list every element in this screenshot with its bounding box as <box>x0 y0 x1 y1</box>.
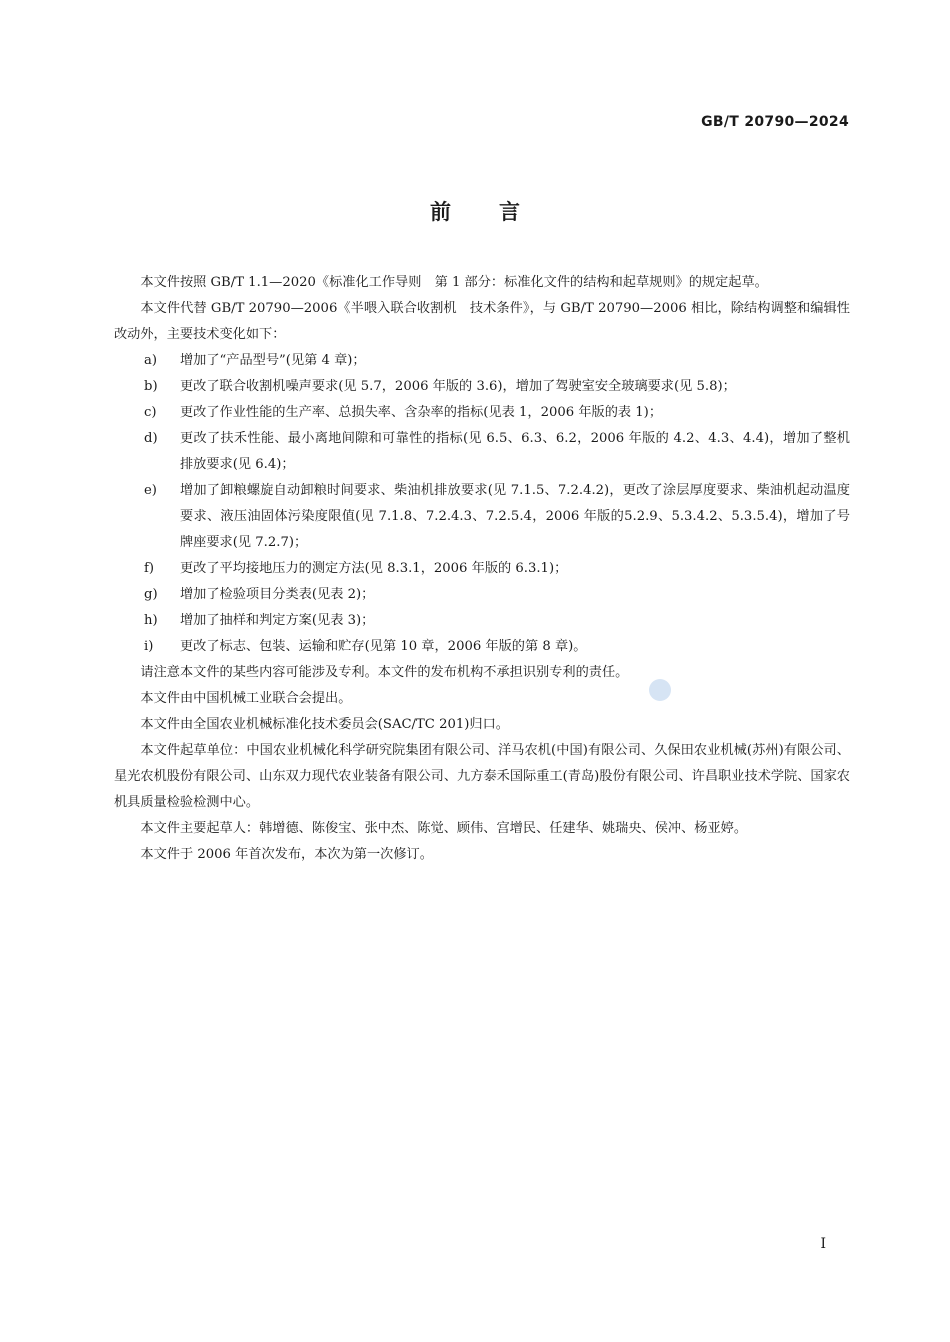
list-item-text: 增加了抽样和判定方案(见表 3)； <box>180 613 375 628</box>
list-item <box>114 634 850 660</box>
paragraph-replacement: 本文件代替 GB/T 20790—2006《半喂入联合收割机 技术条件》，与 GB/T 20790—2006 相比，除结构调整和编辑性改动外，主要技术变化如下： <box>114 301 850 342</box>
list-item-label: e) <box>144 483 157 498</box>
paragraph-committee: 本文件由全国农业机械标准化技术委员会(SAC/TC 201)归口。 <box>140 717 509 732</box>
list-item <box>114 400 850 426</box>
list-item-text: 更改了平均接地压力的测定方法(见 8.3.1，2006 年版的 6.3.1)； <box>180 561 568 576</box>
list-item <box>114 374 850 400</box>
list-item <box>114 478 850 556</box>
page-number: I <box>820 1236 826 1252</box>
highlight-mark <box>649 679 671 701</box>
document-body <box>114 270 850 868</box>
list-item-label: f) <box>144 561 155 576</box>
list-item-label: g) <box>144 587 158 602</box>
paragraph-patent-notice: 请注意本文件的某些内容可能涉及专利。本文件的发布机构不承担识别专利的责任。 <box>140 665 629 680</box>
paragraph-drafting-rules: 本文件按照 GB/T 1.1—2020《标准化工作导则 第 1 部分：标准化文件的结构和起草规则》的规定起草。 <box>140 275 768 290</box>
paragraph-proposer: 本文件由中国机械工业联合会提出。 <box>140 691 352 706</box>
list-item <box>114 348 850 374</box>
list-item-text: 增加了检验项目分类表(见表 2)； <box>180 587 375 602</box>
list-item-text: 增加了卸粮螺旋自动卸粮时间要求、柴油机排放要求(见 7.1.5、7.2.4.2)，更改了涂层厚度要求、柴油机起动温度要求、液压油固体污染度限值(见 7.1.8、7.2.4.3、7.2.5.4，2006 年版的5.2.9、5.3.4.2、5.3.5.4)，增加了号牌座要求(见 7.2.7)； <box>180 483 850 550</box>
list-item-text: 更改了联合收割机噪声要求(见 5.7，2006 年版的 3.6)，增加了驾驶室安全玻璃要求(见 5.8)； <box>180 379 736 394</box>
list-item-label: c) <box>144 405 157 420</box>
list-item <box>114 608 850 634</box>
list-item <box>114 582 850 608</box>
list-item-text: 增加了“产品型号”(见第 4 章)； <box>180 353 366 368</box>
list-item-label: d) <box>144 431 158 446</box>
list-item-text: 更改了作业性能的生产率、总损失率、含杂率的指标(见表 1，2006 年版的表 1)； <box>180 405 663 420</box>
list-item-label: i) <box>144 639 154 654</box>
list-item-text: 更改了标志、包装、运输和贮存(见第 10 章，2006 年版的第 8 章)。 <box>180 639 587 654</box>
list-item <box>114 426 850 478</box>
list-item-label: b) <box>144 379 158 394</box>
list-item-label: h) <box>144 613 158 628</box>
paragraph-drafters: 本文件主要起草人：韩增德、陈俊宝、张中杰、陈觉、顾伟、宫增民、任建华、姚瑞央、侯冲、杨亚婷。 <box>140 821 748 836</box>
paragraph-drafting-units: 本文件起草单位：中国农业机械化科学研究院集团有限公司、洋马农机(中国)有限公司、久保田农业机械(苏州)有限公司、星光农机股份有限公司、山东双力现代农业装备有限公司、九方泰禾国际重工(青岛)股份有限公司、许昌职业技术学院、国家农机具质量检验检测中心。 <box>114 743 850 810</box>
list-item <box>114 556 850 582</box>
paragraph-publication-history: 本文件于 2006 年首次发布，本次为第一次修订。 <box>140 847 433 862</box>
page-title: 前言 <box>430 200 568 224</box>
standard-number: GB/T 20790—2024 <box>701 114 849 130</box>
list-item-label: a) <box>144 353 158 368</box>
list-item-text: 更改了扶禾性能、最小离地间隙和可靠性的指标(见 6.5、6.3、6.2，2006 年版的 4.2、4.3、4.4)，增加了整机排放要求(见 6.4)； <box>180 431 850 472</box>
